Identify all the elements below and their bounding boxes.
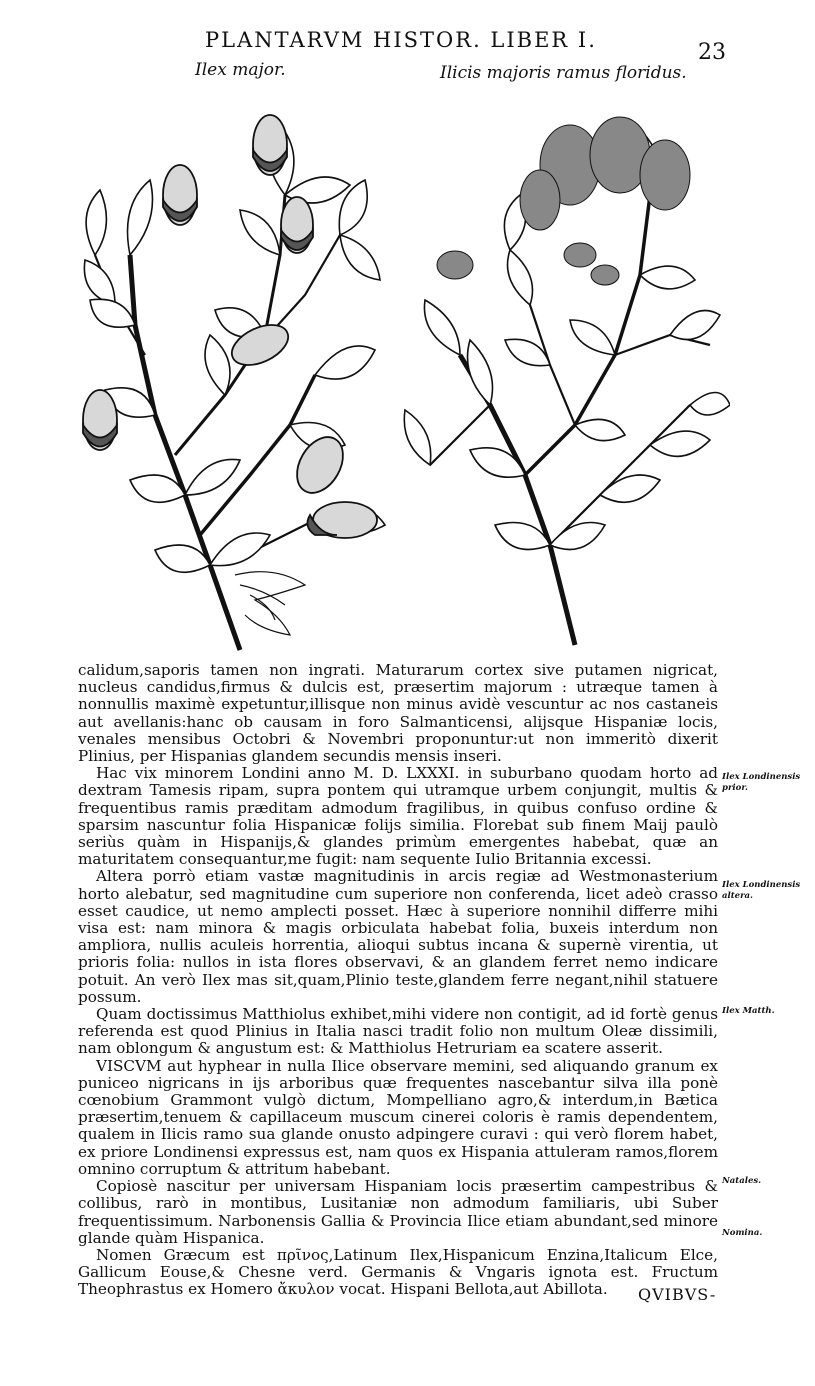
paragraph: Hac vix minorem Londini anno M. D. LXXXI. in suburbano quodam horto ad dextram Tamesis ripam, supra pontem qui utramque urbem conjungit, multis & frequentibus ramis præditam admodum fragilibus, in quibus confuso ordine & sparsim nascuntur folia Hispanicæ folijs similia. Florebat sub finem Maij paulò seriùs quàm in Hispanijs,& glandes primùm emergentes habebat, quæ an maturitatem consequantur,me fugit: nam sequente Iulio Britannia excessi. — [78, 764, 718, 869]
paragraph: Altera porrò etiam vastæ magnitudinis in arcis regiæ ad Westmonasterium horto alebatur, sed magnitudine cum superiore non conferenda, licet adeò crasso esset caudice, ut nemo amplecti posset. Hæc à superiore nonnihil differre mihi visa est: nam minora & magis orbiculata habebat folia, buxeis interdum non ampliora, nullis aculeis horrentia, alioqui subtus incana & supernè virentia, ut prioris folia: nullos in ista flores observavi, & an glandem ferret nemo indicare potuit. An verò Ilex mas sit,quam,Plinio teste,glandem ferre negant,nihil statuere possum. — [78, 867, 718, 1006]
woodcut-ilex-ramus-floridus — [400, 105, 730, 655]
margin-note: Ilex Londinensis altera. — [722, 880, 801, 901]
paragraph: calidum,saporis tamen non ingrati. Maturarum cortex sive putamen nigricat, nucleus candidus,firmus & dulcis est, præsertim majorum : utræque tamen à nonnullis maximè expetuntur,illisque non minus avidè vescuntur ac nos castaneis aut avellanis:hanc ob causam in foro Salmanticensi, alijsque Hispaniæ locis, venales mensibus Octobri & Novembri proponuntur:ut non immeritò dixerit Plinius, per Hispanias glandem secundis mensis inseri. — [78, 661, 718, 766]
paragraph: Nomen Græcum est πρῖνος,Latinum Ilex,Hispanicum Enzina,Italicum Elce, Gallicum Eouse,& Chesne verd. Germanis & Vngaris ignota est. Fructum Theophrastus ex Homero ἄκυλον vocat. Hispani Bellota,aut Abillota. — [78, 1245, 718, 1299]
page-number: 23 — [698, 40, 726, 65]
running-title: PLANTARVM HISTOR. LIBER I. — [205, 28, 597, 52]
right-figure-caption: Ilicis majoris ramus floridus. — [440, 63, 687, 83]
paragraph: Copiosè nascitur per universam Hispaniam locis præsertim campestribus & collibus, rarò in montibus, Lusitaniæ non admodum familiaris, ubi Suber frequentissimum. Narbonensis Gallia & Provincia Ilice etiam abundant,sed minore glande quàm Hispanica. — [78, 1177, 718, 1247]
paragraph: Quam doctissimus Matthiolus exhibet,mihi videre non contigit, ad id fortè genus referenda est quod Plinius in Italia nasci tradit folio non multum Oleæ dissimili, nam oblongum & angustum est: & Matthiolus Hetruriam ea scatere asserit. — [78, 1005, 718, 1058]
paragraph: VISCVM aut hyphear in nulla Ilice observare memini, sed aliquando granum ex puniceo nigricans in ijs arboribus quæ frequentes nascebantur silva illa ponè cœnobium Grammont vulgò dictum, Mompelliano agro,& interdum,in Bætica præsertim,tenuem & capillaceum muscum cinerei coloris è ramis dependentem, qualem in Ilicis ramo sua glande onusto adpingere curavi : qui verò florem habet, ex priore Londinensi expressus est, nam quos ex Hispania attuleram ramos,florem omnino corruptum & attritum habebant. — [78, 1056, 718, 1178]
margin-note: Ilex Londinensis prior. — [722, 772, 801, 793]
catchword: QVIBVS- — [638, 1285, 717, 1304]
woodcut-ilex-major — [75, 95, 400, 655]
margin-note: Natales. — [722, 1176, 762, 1186]
margin-note: Ilex Matth. — [722, 1006, 775, 1016]
margin-note: Nomina. — [722, 1228, 763, 1238]
body-text — [78, 662, 718, 1299]
left-figure-caption: Ilex major. — [195, 60, 286, 80]
